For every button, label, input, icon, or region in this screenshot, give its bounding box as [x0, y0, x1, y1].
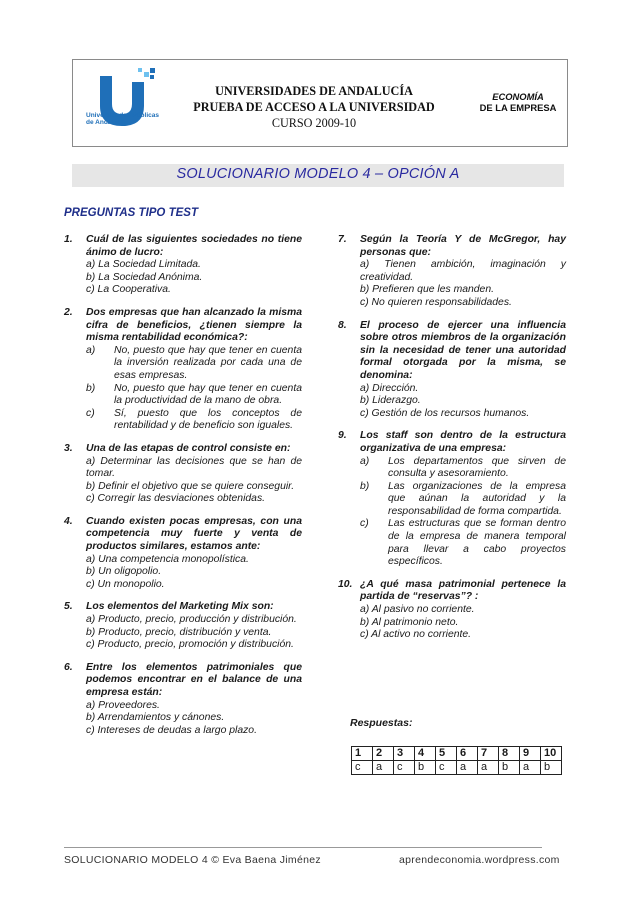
option-text: Sí, puesto que los conceptos de rentabilidad y de beneficio son iguales.	[114, 407, 302, 432]
question-option	[64, 408, 302, 433]
question-option: c) Producto, precio, promoción y distribución.	[86, 639, 294, 651]
question-option: b) Prefieren que les manden.	[360, 284, 495, 296]
question-text: Entre los elementos patrimoniales que podemos encontrar en el balance de una empresa están:	[86, 661, 302, 698]
answer-number-cell: 5	[436, 747, 457, 761]
question-option: a) Proveedores.	[86, 699, 160, 711]
question-option: c) Gestión de los recursos humanos.	[360, 407, 530, 419]
answer-letter-cell: a	[520, 761, 541, 775]
question-item	[64, 443, 302, 506]
logo-caption-line1: Universidades Públicas	[86, 112, 159, 119]
question-option: c) Corregir las desviaciones obtenidas.	[86, 493, 266, 505]
question-option: c) La Cooperativa.	[86, 284, 171, 296]
answer-number-cell: 1	[352, 747, 373, 761]
question-option	[64, 383, 302, 408]
section-title: PREGUNTAS TIPO TEST	[64, 207, 198, 219]
answer-letter-cell: b	[415, 761, 436, 775]
question-text: Una de las etapas de control consiste en:	[86, 442, 291, 454]
header-center	[178, 83, 450, 131]
question-option: b) Al patrimonio neto.	[360, 616, 459, 628]
question-option	[64, 345, 302, 383]
question-number: 5.	[64, 601, 73, 613]
question-text: ¿A qué masa patrimonial pertenece la partida de “reservas”? :	[360, 578, 566, 603]
question-text: Los staff son dentro de la estructura organizativa de una empresa:	[360, 430, 566, 454]
question-item	[338, 430, 566, 569]
question-option	[338, 481, 566, 519]
question-text: El proceso de ejercer una influencia sobre otros miembros de la organización sin la necesidad de tener una autoridad formal otorgada por la misma, se denomina:	[360, 319, 566, 381]
question-item	[338, 320, 566, 421]
answer-letter-cell: c	[436, 761, 457, 775]
answer-number-cell: 7	[478, 747, 499, 761]
question-header	[64, 516, 302, 554]
question-header	[338, 234, 566, 259]
question-option: a) La Sociedad Limitada.	[86, 259, 201, 271]
question-number: 3.	[64, 442, 73, 454]
question-number: 2.	[64, 306, 73, 318]
answer-letter-cell: a	[457, 761, 478, 775]
header-exam: PRUEBA DE ACCESO A LA UNIVERSIDAD	[193, 100, 435, 114]
question-number: 7.	[338, 234, 347, 245]
question-option: b) Arrendamientos y cánones.	[86, 712, 225, 724]
question-option: b) La Sociedad Anónima.	[86, 271, 203, 283]
question-text: Dos empresas que han alcanzado la misma cifra de beneficios, ¿tienen siempre la misma rentabilidad económica?:	[86, 306, 302, 344]
answer-number-cell: 9	[520, 747, 541, 761]
option-letter: b)	[86, 382, 96, 394]
question-text: Cuando existen pocas empresas, con una competencia muy fuerte y venta de productos similares, estamos ante:	[86, 515, 302, 553]
footer-left: SOLUCIONARIO MODELO 4 © Eva Baena Jiménez	[64, 854, 321, 866]
question-option	[338, 456, 566, 481]
question-option: a) Determinar las decisiones que se han de tomar.	[86, 455, 302, 480]
question-header	[64, 443, 302, 456]
answer-letter-cell: c	[352, 761, 373, 775]
option-text: Las estructuras que se forman dentro de la empresa de manera temporal para llevar a cabo proyectos específicos.	[388, 518, 566, 568]
footer-right: aprendeconomia.wordpress.com	[399, 854, 560, 866]
footer-divider	[64, 847, 542, 848]
question-option: a) Tienen ambición, imaginación y creatividad.	[360, 259, 566, 283]
question-text: Los elementos del Marketing Mix son:	[86, 601, 274, 613]
option-text: No, puesto que hay que tener en cuenta la inversión realizada por cada una de esas empresas.	[114, 344, 302, 381]
question-number: 10.	[338, 578, 353, 590]
logo-caption	[86, 112, 166, 126]
option-letter: a)	[360, 455, 370, 467]
question-header	[338, 579, 566, 604]
question-item	[64, 234, 302, 297]
header-university: UNIVERSIDADES DE ANDALUCÍA	[215, 84, 413, 98]
option-letter: c)	[86, 407, 95, 419]
answer-letter-cell: c	[394, 761, 415, 775]
option-text: Las organizaciones de la empresa que aúnan la autoridad y la responsabilidad de forma compartida.	[388, 480, 566, 517]
answer-number-cell: 10	[541, 747, 562, 761]
option-letter: a)	[86, 344, 96, 356]
answer-number-cell: 8	[499, 747, 520, 761]
question-option: c) Intereses de deudas a largo plazo.	[86, 724, 257, 736]
question-item	[64, 307, 302, 433]
questions-right-column	[338, 234, 566, 652]
answer-number-cell: 3	[394, 747, 415, 761]
question-number: 6.	[64, 661, 73, 673]
question-header	[338, 320, 566, 383]
answer-letter-cell: a	[478, 761, 499, 775]
question-option: a) Al pasivo no corriente.	[360, 604, 475, 616]
question-number: 4.	[64, 515, 73, 527]
question-option: c) Al activo no corriente.	[360, 629, 472, 641]
answer-letter-cell: a	[373, 761, 394, 775]
question-option: b) Producto, precio, distribución y venta.	[86, 626, 272, 638]
answers-table	[351, 746, 562, 775]
answers-label: Respuestas:	[350, 717, 413, 729]
question-header	[338, 430, 566, 455]
question-item	[338, 579, 566, 642]
question-option: b) Liderazgo.	[360, 395, 421, 407]
header-subject	[470, 91, 566, 113]
question-option: b) Un oligopolio.	[86, 566, 162, 578]
question-option: c) No quieren responsabilidades.	[360, 296, 512, 308]
question-item	[64, 662, 302, 738]
logo-caption-line2: de Andalucía	[86, 119, 127, 126]
question-number: 8.	[338, 319, 347, 331]
answer-letter-cell: b	[499, 761, 520, 775]
answer-number-cell: 4	[415, 747, 436, 761]
option-text: Los departamentos que sirven de consulta y asesoramiento.	[388, 455, 566, 480]
question-text: Según la Teoría Y de McGregor, hay personas que:	[360, 234, 566, 258]
option-text: No, puesto que hay que tener en cuenta la productividad de la mano de obra.	[114, 382, 302, 407]
question-header	[64, 307, 302, 345]
question-text: Cuál de las siguientes sociedades no tiene ánimo de lucro:	[86, 234, 302, 258]
question-item	[338, 234, 566, 310]
question-option: a) Producto, precio, producción y distribución.	[86, 614, 297, 626]
question-option	[338, 518, 566, 568]
question-item	[64, 601, 302, 651]
question-number: 1.	[64, 234, 73, 245]
question-header	[64, 234, 302, 259]
answers-numbers-row	[352, 747, 562, 761]
answer-number-cell: 6	[457, 747, 478, 761]
page-title: SOLUCIONARIO MODELO 4 – OPCIÓN A	[176, 166, 460, 182]
question-header	[64, 662, 302, 700]
question-option: a) Dirección.	[360, 382, 419, 394]
answer-letter-cell: b	[541, 761, 562, 775]
header-course: CURSO 2009-10	[271, 116, 357, 130]
question-number: 9.	[338, 430, 347, 442]
answers-letters-row	[352, 761, 562, 775]
subject-line2: DE LA EMPRESA	[479, 102, 557, 113]
question-option: b) Definir el objetivo que se quiere conseguir.	[86, 480, 295, 492]
option-letter: c)	[360, 518, 369, 530]
question-header	[64, 601, 302, 614]
answer-number-cell: 2	[373, 747, 394, 761]
questions-left-column	[64, 234, 302, 747]
question-option: a) Una competencia monopolística.	[86, 553, 249, 565]
question-item	[64, 516, 302, 592]
option-letter: b)	[360, 480, 370, 492]
question-option: c) Un monopolio.	[86, 578, 165, 590]
subject-line1: ECONOMÍA	[492, 91, 544, 102]
